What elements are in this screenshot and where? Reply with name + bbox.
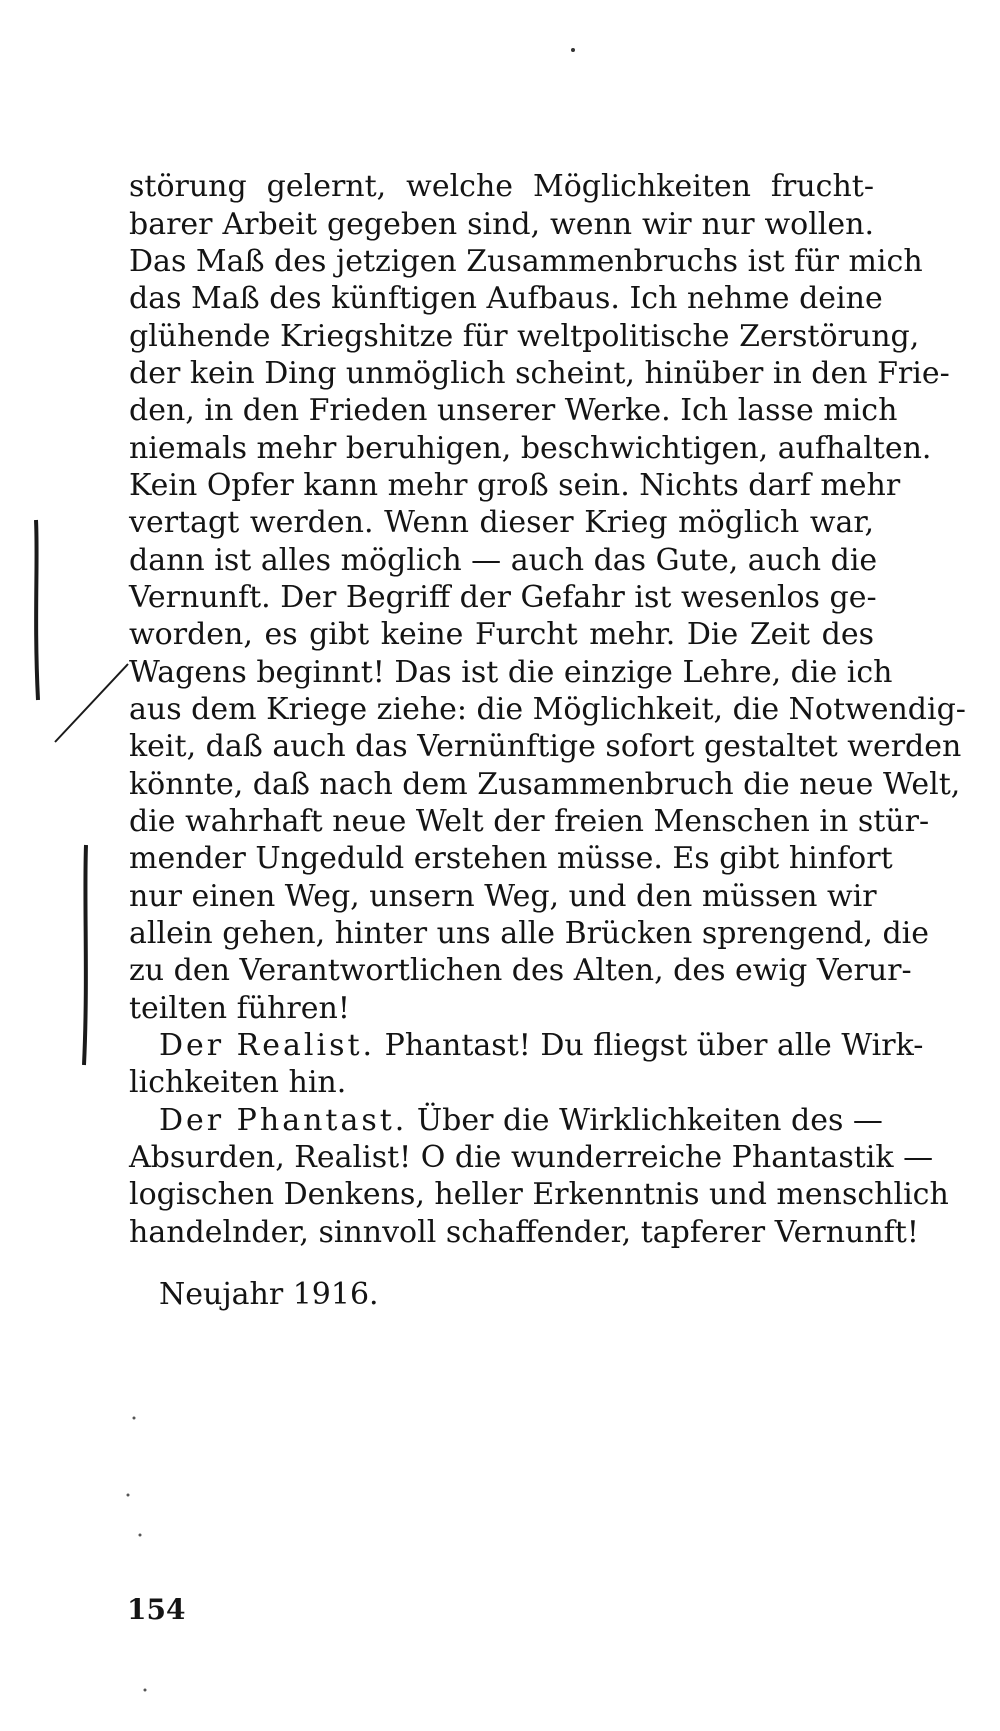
speaker-phantast: Der Phantast.	[159, 1103, 408, 1138]
text-line: niemals mehr beruhigen, beschwichtigen, aufhalten.	[129, 431, 932, 466]
speck	[139, 1534, 142, 1537]
text-line: Absurden, Realist! O die wunderreiche Phantastik —	[129, 1140, 934, 1175]
text-line: worden, es gibt keine Furcht mehr. Die Zeit des	[129, 617, 874, 652]
text-line: Wagens beginnt! Das ist die einzige Lehre, die ich	[129, 655, 893, 690]
text-line: nur einen Weg, unsern Weg, und den müssen wir	[129, 879, 877, 914]
text-line: störung gelernt, welche Möglichkeiten frucht-	[129, 169, 874, 204]
text-line: Vernunft. Der Begriff der Gefahr ist wesenlos ge-	[129, 580, 877, 615]
text-line: keit, daß auch das Vernünftige sofort gestaltet werden	[129, 729, 962, 764]
text-line: allein gehen, hinter uns alle Brücken sprengend, die	[129, 916, 929, 951]
speck	[133, 1417, 136, 1420]
phantast-speech: Über die Wirklichkeiten des —	[416, 1103, 883, 1138]
realist-line	[159, 1028, 924, 1064]
realist-speech: Phantast! Du fliegst über alle Wirk-	[384, 1028, 924, 1063]
phantast-line	[159, 1103, 883, 1139]
text-line: das Maß des künftigen Aufbaus. Ich nehme deine	[129, 281, 883, 316]
text-line: handelnder, sinnvoll schaffender, tapferer Vernunft!	[129, 1215, 919, 1250]
text-line: barer Arbeit gegeben sind, wenn wir nur wollen.	[129, 207, 874, 242]
text-line: glühende Kriegshitze für weltpolitische Zerstörung,	[129, 319, 920, 354]
text-line: Kein Opfer kann mehr groß sein. Nichts darf mehr	[129, 468, 901, 503]
text-line: der kein Ding unmöglich scheint, hinüber in den Frie-	[129, 356, 950, 391]
margin-pen-line-top	[36, 520, 38, 700]
page-number: 154	[127, 1593, 186, 1626]
text-line: mender Ungeduld erstehen müsse. Es gibt hinfort	[129, 841, 893, 876]
text-line: Das Maß des jetzigen Zusammenbruchs ist für mich	[129, 244, 923, 279]
text-line: teilten führen!	[129, 991, 350, 1026]
margin-pen-line-bottom	[84, 845, 86, 1065]
text-line: vertagt werden. Wenn dieser Krieg möglich war,	[129, 505, 874, 540]
text-line: könnte, daß nach dem Zusammenbruch die neue Welt,	[129, 767, 961, 802]
text-line: logischen Denkens, heller Erkenntnis und menschlich	[129, 1177, 949, 1212]
date-line: Neujahr 1916.	[159, 1277, 379, 1312]
text-line: die wahrhaft neue Welt der freien Menschen in stür-	[129, 804, 930, 839]
speck	[127, 1494, 130, 1497]
text-line: aus dem Kriege ziehe: die Möglichkeit, die Notwendig-	[129, 692, 966, 727]
margin-pen-slash	[55, 664, 128, 742]
text-line: den, in den Frieden unserer Werke. Ich lasse mich	[129, 393, 898, 428]
text-line: dann ist alles möglich — auch das Gute, auch die	[129, 543, 878, 578]
text-line: zu den Verantwortlichen des Alten, des ewig Verur-	[129, 953, 912, 988]
speaker-realist: Der Realist.	[159, 1028, 376, 1063]
speck	[571, 48, 575, 52]
speck	[144, 1689, 147, 1692]
text-line: lichkeiten hin.	[129, 1065, 347, 1100]
